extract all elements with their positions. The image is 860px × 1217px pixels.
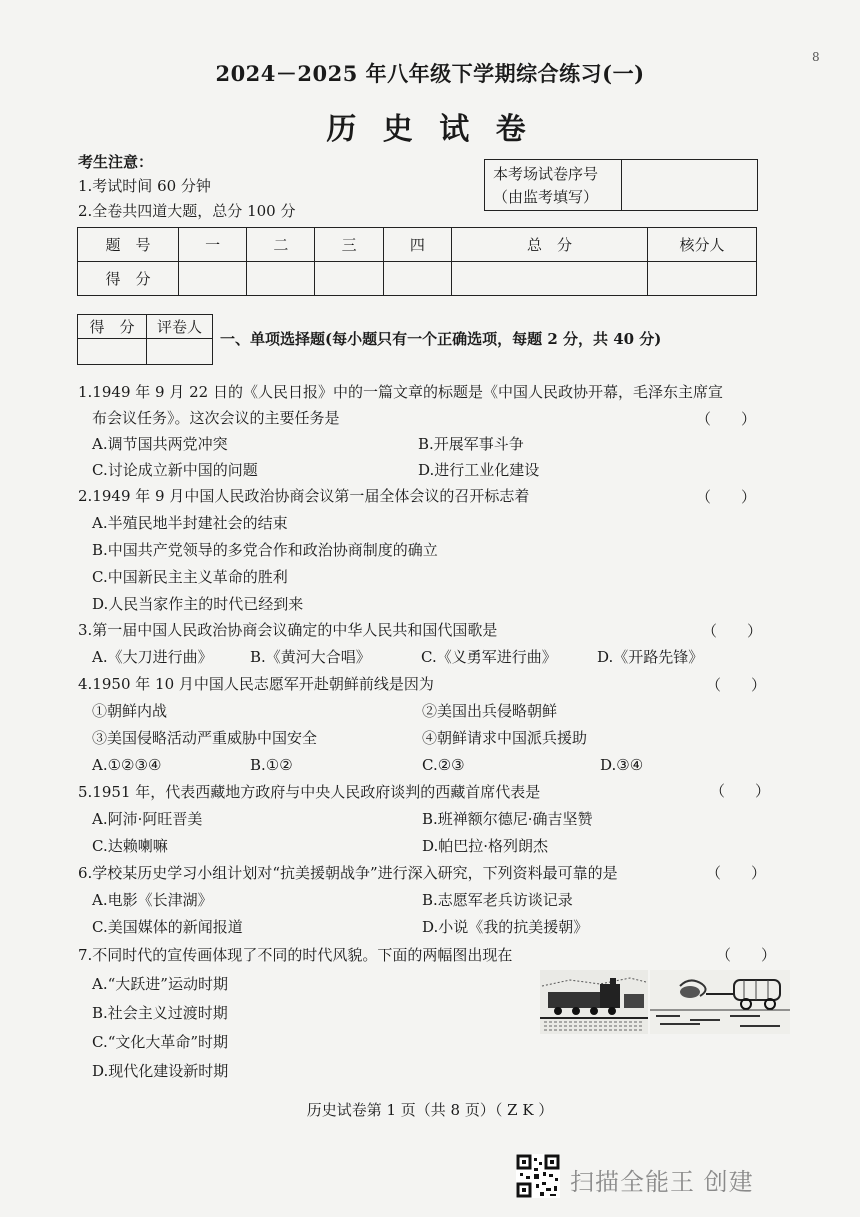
option: C.“文化大革命”时期 [92,1033,229,1051]
option: D.人民当家作主的时代已经到来 [92,595,304,613]
question-stem: 6.学校某历史学习小组计划对“抗美援朝战争”进行深入研究，下列资料最可靠的是 [78,864,618,882]
grading-label: 评卷人 [147,315,213,339]
option: C.美国媒体的新闻报道 [92,918,243,936]
option: B.中国共产党领导的多党合作和政治协商制度的确立 [92,541,438,559]
scanner-watermark: 扫描全能王 创建 [570,1168,754,1196]
option: B.《黄河大合唱》 [250,648,371,666]
seat-number-input[interactable] [622,160,757,210]
score-cell[interactable] [247,262,315,296]
question-stem: 5.1951 年，代表西藏地方政府与中央人民政府谈判的西藏首席代表是 [78,783,541,801]
option: D.帕巴拉·格列朗杰 [422,837,549,855]
answer-blank[interactable]: （ ） [706,864,767,882]
subject-title: 历 史 试 卷 [326,112,534,147]
score-cell[interactable] [383,262,451,296]
score-table [77,227,757,296]
option: D.③④ [600,756,644,774]
option: A.电影《长津湖》 [92,891,213,909]
option: B.社会主义过渡时期 [92,1004,228,1022]
section-heading: 一、单项选择题(每小题只有一个正确选项，每题 2 分，共 40 分) [220,330,662,348]
notice-item: 2.全卷共四道大题，总分 100 分 [78,202,296,220]
option: C.②③ [422,756,465,774]
score-header-cell: 一 [179,228,247,262]
propaganda-image-train [540,970,648,1034]
answer-blank[interactable]: （ ） [710,782,771,800]
option: B.志愿军老兵访谈记录 [422,891,573,909]
score-header-cell: 核分人 [648,228,757,262]
answer-blank[interactable]: （ ） [716,946,777,964]
score-table-score-row [78,262,757,296]
page-footer: 历史试卷第 1 页（共 8 页）（ Z K ） [306,1101,554,1119]
question-stem: 4.1950 年 10 月中国人民志愿军开赴朝鲜前线是因为 [78,675,434,693]
score-header-cell: 三 [315,228,383,262]
score-row-label: 得 分 [78,262,179,296]
statement-item: ③美国侵略活动严重威胁中国安全 [92,729,318,747]
score-header-cell: 总 分 [451,228,647,262]
exam-title: 2024－2025 年八年级下学期综合练习(一) [215,61,645,86]
option: C.《义勇军进行曲》 [421,648,557,666]
option: A.①②③④ [92,756,162,774]
score-cell[interactable] [179,262,247,296]
seat-box-label: 本考场试卷序号 [493,165,599,183]
option: A.半殖民地半封建社会的结束 [92,514,288,532]
propaganda-image-cart [650,970,790,1034]
option: A.“大跃进”运动时期 [92,975,228,993]
option: C.讨论成立新中国的问题 [92,461,258,479]
option: A.《大刀进行曲》 [92,648,213,666]
question-stem: 布会议任务》。这次会议的主要任务是 [92,409,340,427]
question-stem: 3.第一届中国人民政治协商会议确定的中华人民共和国代国歌是 [78,621,498,639]
answer-blank[interactable]: （ ） [706,676,767,694]
score-table-header-row [78,228,757,262]
question-stem: 7.不同时代的宣传画体现了不同的时代风貌。下面的两幅图出现在 [78,946,513,964]
score-cell[interactable] [451,262,647,296]
question-stem: 2.1949 年 9 月中国人民政治协商会议第一届全体会议的召开标志着 [78,487,530,505]
option: D.《开路先锋》 [597,648,704,666]
seat-box-note: （由监考填写） [493,188,599,206]
score-cell[interactable] [648,262,757,296]
score-header-cell: 四 [383,228,451,262]
option: C.达赖喇嘛 [92,837,168,855]
option: D.现代化建设新时期 [92,1062,229,1080]
question-stem: 1.1949 年 9 月 22 日的《人民日报》中的一篇文章的标题是《中国人民政协开幕，毛泽东主席宣 [78,383,723,401]
option: A.阿沛·阿旺晋美 [92,810,203,828]
seat-number-box [484,159,758,211]
notice-item: 1.考试时间 60 分钟 [78,177,211,195]
statement-item: ④朝鲜请求中国派兵援助 [422,729,588,747]
option: B.开展军事斗争 [418,435,524,453]
option: C.中国新民主主义革命的胜利 [92,568,288,586]
grader-cell[interactable] [147,339,213,365]
notice-heading: 考生注意： [78,153,154,171]
option: B.①② [250,756,293,774]
answer-blank[interactable]: （ ） [696,410,757,428]
answer-blank[interactable]: （ ） [702,622,763,640]
statement-item: ②美国出兵侵略朝鲜 [422,702,558,720]
grading-label: 得 分 [78,315,147,339]
option: A.调节国共两党冲突 [92,435,228,453]
qr-code-icon [516,1154,560,1198]
statement-item: ①朝鲜内战 [92,702,168,720]
score-header-cell: 题 号 [78,228,179,262]
score-cell[interactable] [315,262,383,296]
option: D.小说《我的抗美援朝》 [422,918,589,936]
corner-mark: 8 [812,50,820,64]
option: B.班禅额尔德尼·确吉坚赞 [422,810,593,828]
answer-blank[interactable]: （ ） [696,488,757,506]
option: D.进行工业化建设 [418,461,540,479]
grading-score-cell[interactable] [78,339,147,365]
score-header-cell: 二 [247,228,315,262]
section-grading-box [77,314,213,365]
